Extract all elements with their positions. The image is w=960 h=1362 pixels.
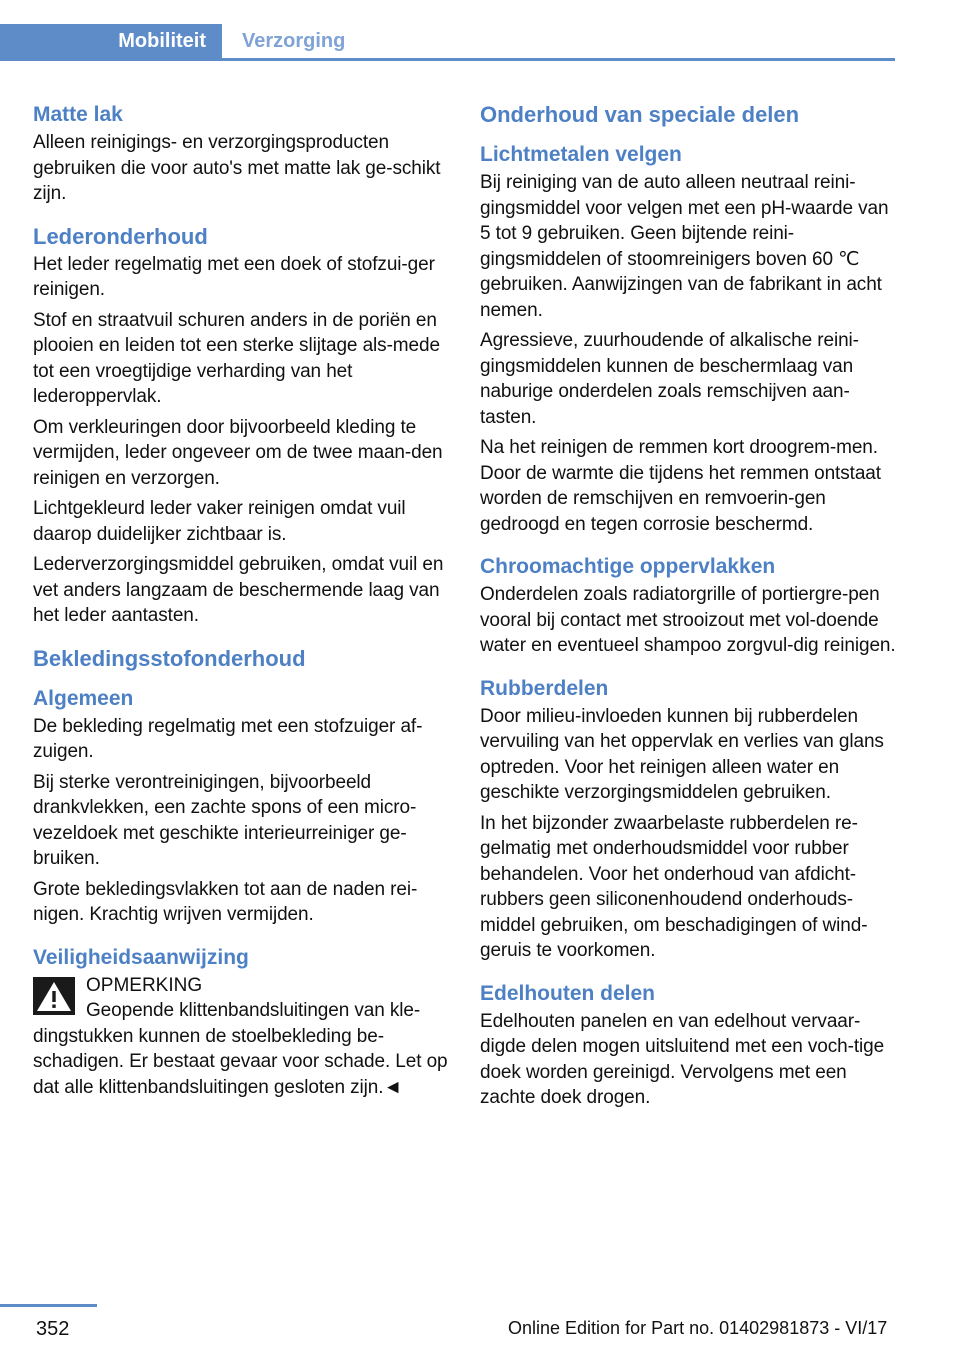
note-text: Geopende klittenbandsluitingen van kle-dingstukken kunnen de stoelbekleding be-schadigen. Er bestaat gevaar voor schade. Let op dat alle klittenbandsluitingen gesloten zijn.◄ bbox=[33, 1000, 448, 1098]
footer-divider bbox=[0, 1304, 97, 1307]
left-column bbox=[33, 100, 449, 1105]
paragraph: Alleen reinigings- en verzorgingsproducten gebruiken die voor auto's met matte lak ge-schikt zijn. bbox=[33, 132, 441, 204]
heading-bekledingsstofonderhoud: Bekledingsstofonderhoud bbox=[33, 645, 306, 671]
heading-veiligheidsaanwijzing: Veiligheidsaanwijzing bbox=[33, 945, 249, 969]
paragraph: Door milieu-invloeden kunnen bij rubberdelen vervuiling van het oppervlak en verlies van glans optreden. Voor het reinigen alleen water en geschikte verzorgingsmiddelen gebruiken. bbox=[480, 705, 884, 803]
paragraph: Lichtgekleurd leder vaker reinigen omdat vuil daarop duidelijker zichtbaar is. bbox=[33, 498, 406, 545]
heading-matte-lak: Matte lak bbox=[33, 103, 123, 126]
tab-mobiliteit[interactable]: Mobiliteit bbox=[0, 24, 222, 58]
right-column bbox=[480, 100, 896, 1116]
paragraph: Onderdelen zoals radiatorgrille of portiergre-pen vooral bij contact met strooizout met vol-doende water en eventueel shampoo zorgvul-dig reinigen. bbox=[480, 584, 896, 656]
header-divider bbox=[0, 58, 895, 61]
paragraph: De bekleding regelmatig met een stofzuiger af-zuigen. bbox=[33, 715, 423, 762]
note-label: OPMERKING bbox=[86, 974, 203, 996]
edition-text: Online Edition for Part no. 01402981873 - VI/17 bbox=[508, 1318, 888, 1338]
heading-algemeen: Algemeen bbox=[33, 686, 134, 710]
heading-lederonderhoud: Lederonderhoud bbox=[33, 223, 208, 249]
warning-triangle-icon bbox=[33, 977, 75, 1015]
paragraph: Na het reinigen de remmen kort droogrem-men. Door de warmte die tijdens het remmen ontstaat worden de remschijven en remvoerin-gen gedroogd en tegen corrosie beschermd. bbox=[480, 437, 881, 535]
heading-chroomachtige-oppervlakken: Chroomachtige oppervlakken bbox=[480, 555, 776, 578]
safety-note bbox=[33, 973, 449, 1101]
paragraph: Edelhouten panelen en van edelhout vervaar-digde delen mogen uitsluitend met een voch-tige doek worden gereinigd. Vervolgens met een zachte doek drogen. bbox=[480, 1010, 885, 1108]
tab-verzorging[interactable]: Verzorging bbox=[242, 29, 346, 52]
paragraph: Agressieve, zuurhoudende of alkalische reini-gingsmiddelen kunnen de beschermlaag van naburige onderdelen zoals remschijven aan-tasten. bbox=[480, 330, 859, 428]
page-header bbox=[0, 0, 895, 62]
heading-rubberdelen: Rubberdelen bbox=[480, 676, 609, 700]
paragraph: Om verkleuringen door bijvoorbeeld kleding te vermijden, leder ongeveer om de twee maan-den reinigen en verzorgen. bbox=[33, 416, 443, 489]
paragraph: Grote bekledingsvlakken tot aan de naden rei-nigen. Krachtig wrijven vermijden. bbox=[33, 878, 418, 925]
paragraph: Het leder regelmatig met een doek of stofzui-ger reinigen. bbox=[33, 253, 435, 300]
paragraph: Bij reiniging van de auto alleen neutraal reini-gingsmiddel voor velgen met een pH-waarde van 5 tot 9 gebruiken. Geen bijtende reini-gingsmiddelen of stoomreinigers boven 60 ℃ gebruiken. Aanwijzingen van de fabrikant in acht nemen. bbox=[480, 172, 889, 321]
paragraph: Stof en straatvuil schuren anders in de poriën en plooien en leiden tot een sterke slijtage als-mede tot een vroegtijdige verharding van het lederoppervlak. bbox=[33, 309, 440, 407]
page-number: 352 bbox=[36, 1318, 70, 1340]
paragraph: In het bijzonder zwaarbelaste rubberdelen re-gelmatig met onderhoudsmiddel voor rubber behandelen. Voor het onderhoud van afdicht-rubbers geen siliconenhoudend onderhouds-middel gebruiken, om beschadigingen of wind-geruis te voorkomen. bbox=[480, 812, 868, 961]
paragraph: Bij sterke verontreinigingen, bijvoorbeeld drankvlekken, een zachte spons of een micro-vezeldoek met geschikte interieurreiniger ge-bruiken. bbox=[33, 771, 417, 869]
paragraph: Lederverzorgingsmiddel gebruiken, omdat vuil en vet anders langzaam de beschermende laag van het leder aantasten. bbox=[33, 554, 444, 626]
heading-edelhouten-delen: Edelhouten delen bbox=[480, 981, 656, 1005]
heading-lichtmetalen-velgen: Lichtmetalen velgen bbox=[480, 143, 682, 166]
heading-onderhoud-speciale-delen: Onderhoud van speciale delen bbox=[480, 102, 800, 127]
